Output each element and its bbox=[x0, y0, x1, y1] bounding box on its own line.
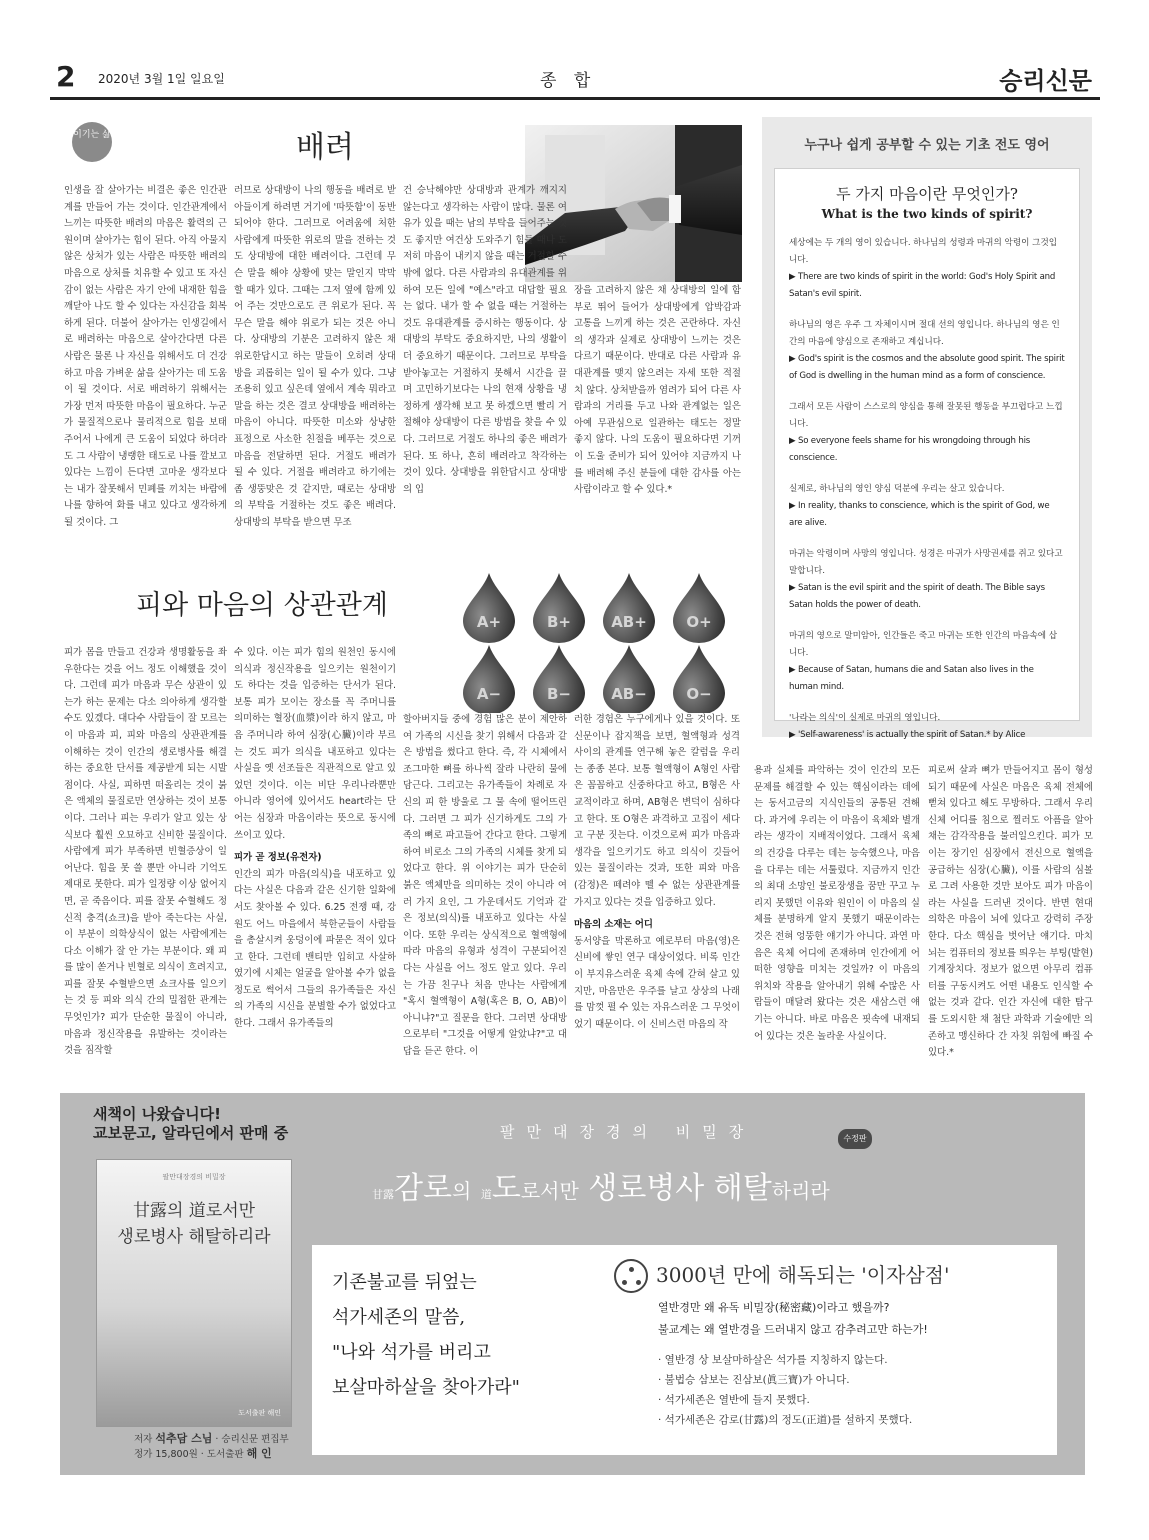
blood-type-label: A+ bbox=[476, 613, 502, 631]
subhead-mind-location: 마음의 소재는 어디 bbox=[574, 919, 653, 931]
article2-col-1: 피가 몸을 만들고 건강과 생명활동을 좌우한다는 것을 어느 정도 이해했을 것이다. 그런데 피가 마음과 무슨 상관이 있는가 하는 문제는 다소 의아하게 생각할 수도 있겠다. 대다수 사람들이 잘 모르는 이 마음과 피, 피와 마음의 상관관계를 이해하는 것이 인간의 생로병사를 해결하는 중요한 단서를 제공받게 되는 시발점이다. 사실, 피하면 떠올리는 것이 붉은 액체의 물질로만 연상하는 것이 보통이다. 그러나 피는 우리가 알고 있는 상식보다 훨씬 오묘하고 신비한 물질이다. 사람에게 피가 부족하면 빈혈증상이 일어난다. 힘을 못 쓸 뿐만 아니라 기억도 제대로 못한다. 피가 일정량 이상 없어지면, 곧 죽음이다. 피를 잘못 수혈해도 정신적 충격(쇼크)을 받아 죽는다는 사실, 이 부분이 의학상식이 없는 사람에게는 다소 이해가 잘 안 가는 부분이다. 왜 피를 많이 쏟거나 빈혈로 의식이 흐려지고, 피를 잘못 수혈받으면 쇼크사를 일으키는 것 등 피와 의식 간의 밀접한 관계는 무엇인가? 피가 단순한 물질이 아니라, 마음과 정신작용을 유발하는 것이라는 것을 짐작할 bbox=[64, 647, 227, 1057]
ad-book-title bbox=[372, 1163, 1012, 1215]
list-item: · 열반경 상 보살마하살은 석가를 지칭하지 않는다. bbox=[658, 1354, 888, 1366]
quote-line-2: 석가세존의 말씀, bbox=[332, 1307, 466, 1328]
masthead bbox=[50, 58, 1100, 100]
credit-price: 정가 15,800원 · 도서출판 bbox=[134, 1449, 244, 1460]
lesson-box bbox=[774, 168, 1080, 740]
credit-editor: · 승리신문 편집부 bbox=[215, 1434, 289, 1445]
title-hanja-2: 道 bbox=[480, 1188, 492, 1201]
article2-col-3: 할아버지들 중에 경험 많은 분이 제안하여 가족의 시신을 찾기 위해서 다음과 같은 방법을 썼다고 한다. 즉, 각 시체에서 조그마한 뼈를 하나씩 잘라 나란히 물에 담근다. 그리고는 유가족들이 차례로 자신의 피 한 방울로 그 물 속에 떨어뜨린다. 그러면 그 피가 신기하게도 그의 가족의 뼈로 파고들어 간다고 한다. 그렇게 하여 비로소 그의 가족의 시체를 찾게 되었다고 한다. 위 이야기는 피가 단순히 붉은 액체만을 의미하는 것이 아니라 여러 가지 요인, 그 가운데서도 기억과 같은 정보(의식)를 내포하고 있다는 사실이다. 또한 우리는 상식적으로 혈액형에 따라 마음의 유형과 성격이 구분되어진다는 사실을 어느 정도 알고 있다. 우리는 가끔 친구나 처음 만나는 사람에게 "혹시 혈액형이 A형(혹은 B, O, AB)이 아니냐?"고 질문을 한다. 그러면 상대방으로부터 "그것을 어떻게 알았냐?"고 대답을 듣곤 한다. 이 bbox=[403, 714, 567, 1057]
lesson-pair bbox=[789, 481, 1065, 532]
ad-series-line: 팔만대장경의 비밀장 bbox=[500, 1123, 756, 1141]
lesson-title-ko: 두 가지 마음이란 무엇인가? bbox=[836, 185, 1018, 203]
blood-drop-icon bbox=[463, 645, 515, 713]
lesson-pair bbox=[789, 235, 1065, 303]
ad-quote bbox=[332, 1265, 520, 1405]
ad-question-1: 열반경만 왜 유독 비밀장(秘密藏)이라고 했을까? bbox=[658, 1301, 890, 1314]
page-number: 2 bbox=[56, 60, 76, 93]
article2-col-4-a: 러한 경험은 누구에게나 있을 것이다. 또 신문이나 잡지책을 보면, 혈액형과 성격 사이의 관계를 연구해 놓은 칼럼을 우리는 종종 본다. 보통 혈액형이 A형인 사람은 꼼꼼하고 신중하다고 하고, B형은 사교적이라고 하며, AB형은 변덕이 심하다고 한다. 또 O형은 과격하고 고집이 세다고 구분 짓는다. 이것으로써 피가 마음과 생각을 일으키기도 하고 의식이 깃들어 있는 물질이라는 것과, 또한 피와 마음(감정)은 떼려야 뗄 수 없는 상관관계를 가지고 있다는 것을 입증하고 있다. bbox=[574, 714, 740, 908]
credit-author: 석추담 스님 bbox=[155, 1432, 213, 1445]
ad-claims-list bbox=[658, 1350, 912, 1430]
subhead-blood-info: 피가 곧 정보(유전자) bbox=[234, 852, 322, 864]
blood-drop-icon bbox=[673, 573, 725, 643]
lesson-pair bbox=[789, 710, 1065, 744]
article1-col-2: 러므로 상대방이 나의 행동을 배려로 받아들이게 하려면 거기에 '따뜻함'이 동반되어야 한다. 그러므로 어려움에 처한 사람에게 따뜻한 위로의 말을 전하는 것도 상대방에 대한 배려이다. 그런데 무슨 말을 해야 상황에 맞는 말인지 막막할 때가 있다. 그때는 그저 옆에 함께 있어 주는 것만으로도 큰 위로가 된다. 꼭 무슨 말을 해야 위로가 되는 것은 아니다. 상대방의 기분은 고려하지 않은 채 위로한답시고 하는 말들이 오히려 상대방을 괴롭히는 일이 될 수가 있다. 그냥 조용히 있고 싶은데 옆에서 계속 뭐라고 말을 하는 것은 결코 상대방을 배려하는 마음이 아니다. 따뜻한 미소와 상냥한 표정으로 사소한 친절을 베푸는 것으로 마음을 전달하면 된다. 거절도 배려가 될 수 있다. 거절을 배려라고 하기에는 좀 생뚱맞은 것 같지만, 때로는 상대방의 부탁을 거절하는 것도 좋은 배려다. 상대방의 부탁을 받으면 무조 bbox=[234, 185, 396, 528]
credit-publisher: 해 인 bbox=[246, 1447, 272, 1460]
lesson-pair bbox=[789, 317, 1065, 385]
book-cover bbox=[96, 1159, 292, 1427]
lesson-en: ▶ Satan is the evil spirit and the spirit of death. The Bible says Satan holds the power of death. bbox=[789, 583, 1045, 610]
book-cover-title-1: 甘露의 道로서만 bbox=[132, 1201, 256, 1221]
lesson-en: ▶ Because of Satan, humans die and Satan also lives in the human mind. bbox=[789, 665, 1034, 692]
blood-type-label: A− bbox=[476, 685, 502, 703]
article2-col-2 bbox=[234, 645, 396, 1075]
lesson-pair bbox=[789, 399, 1065, 467]
list-item: · 석가세존은 열반에 들지 못했다. bbox=[658, 1394, 810, 1406]
article2-title: 피와 마음의 상관관계 bbox=[136, 590, 388, 621]
blood-type-drops bbox=[454, 567, 736, 713]
blood-type-label: B+ bbox=[546, 613, 572, 631]
title-part-6: 하리라 bbox=[771, 1179, 830, 1203]
blood-drop-icon bbox=[533, 573, 585, 643]
lesson-en: ▶ In reality, thanks to conscience, which is the spirit of God, we are alive. bbox=[789, 501, 1050, 528]
lesson-ko: 마귀는 악령이며 사망의 영입니다. 성경은 마귀가 사망권세를 쥐고 있다고 말합니다. bbox=[789, 549, 1063, 576]
blood-type-label: AB+ bbox=[611, 613, 647, 631]
credit-author-label: 저자 bbox=[134, 1434, 153, 1445]
title-part-2: 의 bbox=[451, 1179, 472, 1203]
article1-col-3: 건 승낙해야만 상대방과 관계가 깨지지 않는다고 생각하는 사람이 많다. 물론 여유가 있을 때는 남의 부탁을 들어주는 것도 좋지만 여건상 도와주기 힘들 때나 도저히 마음이 내키지 않을 때는 거절할 수밖에 없다. 다른 사람과의 유대관계를 위하여 모든 일에 "예스"라고 대답할 필요는 없다. 내가 할 수 없을 때는 거절하는 것도 유대관계를 증시하는 행동이다. 상대방의 부탁도 중요하지만, 나의 생활이 더 중요하기 때문이다. 그러므로 부탁을 받아놓고는 거절하지 못해서 시간을 끌며 고민하기보다는 나의 현재 상황을 냉정하게 생각해 보고 못 하겠으면 빨리 거절해야 상대방이 다른 방법을 찾을 수 있다. 그러므로 거절도 하나의 좋은 배려가 된다. 또 하나, 흔히 배려라고 착각하는 것이 있다. 상대방을 위한답시고 상대방의 입 bbox=[403, 185, 567, 495]
ad-heading-line-1: 새책이 나왔습니다! bbox=[93, 1105, 221, 1123]
lesson-ko: 마귀의 영으로 말미암아, 인간들은 죽고 마귀는 또한 인간의 마음속에 삽니다. bbox=[789, 631, 1058, 658]
column-badge: 이기는 삶 bbox=[72, 122, 112, 162]
lesson-title-en: What is the two kinds of spirit? bbox=[821, 207, 1033, 221]
lesson-en: ▶ 'Self-awareness' is actually the spirit of Satan.* by Alice bbox=[789, 730, 1026, 740]
ad-question-2: 불교계는 왜 열반경을 드러내지 않고 감추려고만 하는가! bbox=[658, 1323, 928, 1336]
blood-type-label: O+ bbox=[686, 613, 712, 631]
lesson-pair bbox=[789, 546, 1065, 614]
lesson-ko: 실제로, 하나님의 영인 양심 덕분에 우리는 살고 있습니다. bbox=[789, 484, 1005, 494]
lesson-ko: 하나님의 영은 우주 그 자체이시며 절대 선의 영입니다. 하나님의 영은 인간의 마음에 양심으로 존재하고 계십니다. bbox=[789, 320, 1060, 347]
article-title: 배려 bbox=[296, 130, 354, 165]
list-item: · 불법승 삼보는 진삼보(眞三寶)가 아니다. bbox=[658, 1374, 850, 1386]
lesson-pair bbox=[789, 628, 1065, 696]
section-name: 종 합 bbox=[540, 71, 597, 91]
title-part-3: 도 bbox=[491, 1171, 521, 1206]
quote-line-4: 보살마하살을 찾아가라" bbox=[332, 1377, 520, 1398]
article2-col-2-b: 인간의 피가 마음(의식)을 내포하고 있다는 사실은 다음과 같은 신기한 일화에서도 찾아볼 수 있다. 6.25 전쟁 때, 강원도 어느 마을에서 북한군들이 사람들을 총살시켜 웅덩이에 파묻은 적이 있다고 한다. 그런데 밴티만 입히고 사살하였기에 시체는 얼굴을 알아볼 수가 없을 정도로 썩어서 그들의 유가족들은 자신의 가족의 시신을 분별할 수가 없었다고 한다. 그래서 유가족들의 bbox=[234, 868, 396, 1030]
article2-col-5: 용과 실체를 파악하는 것이 인간의 모든 문제를 해결할 수 있는 핵심이라는 데에는 동서고금의 지식인들의 공통된 견해다. 과거에 우리는 이 마음이 육체와 별개라는 생각이 지배적이었다. 그래서 육체의 건강을 다루는 데는 능숙했으나, 마음을 다루는 데는 서툴렀다. 지금까지 인간의 최대 소망인 불로장생을 꿈만 꾸고 누리지 못했던 이유와 원인이 이 마음의 실체를 분명하게 알지 못했기 때문이라는 것은 전혀 엉뚱한 얘기가 아니다. 과연 마음은 육체 어디에 존재하며 인간에게 어떠한 영향을 미치는 것일까? 이 마음의 위치와 작용을 알아내기 위해 수많은 사람들이 매달려 왔다는 것은 새삼스런 얘기는 아니다. 바로 마음은 핏속에 내재되어 있다는 것은 놀라운 사실이다. bbox=[754, 765, 920, 1042]
lesson-ko: 세상에는 두 개의 영이 있습니다. 하나님의 성령과 마귀의 악령이 그것입니다. bbox=[789, 238, 1058, 265]
article1-col-1: 인생을 잘 살아가는 비결은 좋은 인간관계를 만들어 가는 것이다. 인간관계에서 느끼는 따뜻한 배려의 마음은 활력의 근원이며 살아가는 힘이 된다. 아직 아물지 않은 상처가 있는 사람은 따뜻한 배려의 마음으로 상처를 치유할 수 있고 또 자신감이 없는 사람은 자기 안에 내재한 힘을 깨닫아 나도 할 수 있다는 자신감을 회복하게 된다. 더불어 살아가는 인생길에서로 배려하는 마음으로 살아간다면 다른 사람은 물론 나 자신을 위해서도 더 건강하고 마음 가벼운 삶을 살아가는 데 도움이 될 것이다. 서로 배려하기 위해서는 가장 먼저 따뜻한 마음이 필요하다. 누군가 물질적으로나 물리적으로 힘을 보태주어서 나에게 큰 도움이 되었다 하더라도 그 사람이 냉랭한 태도로 나를 깔보고 있다는 느낌이 든다면 고마운 생각보다는 내가 잘못해서 민폐를 끼치는 바람에 나를 향하여 화를 내고 있다고 생각하게 될 것이다. 그 bbox=[64, 185, 227, 528]
article2-col-6: 피로써 살과 뼈가 만들어지고 몸이 형성되기 때문에 사실은 마음은 육체 전체에 뻗쳐 있다고 해도 무방하다. 그래서 우리 신체 어디를 침으로 찔러도 아픔을 알아채는 감각작용을 불러일으킨다. 피가 모이는 장기인 심장에서 전신으로 혈액을 공급하는 심장(心臟), 이를 사람의 심볼로 그려 사용한 것만 보아도 피가 마음이라는 사실을 드러낸 것이다. 반면 현대 의학은 마음이 뇌에 있다고 강력히 주장한다. 다소 핵심을 벗어난 얘기다. 마치 뇌는 컴퓨터의 정보를 띄우는 부팅(발현)기계장치다. 정보가 없으면 아무리 컴퓨터를 구동시켜도 어떤 내용도 인식할 수 없는 것과 같다. 인간 자신에 대한 탐구를 도외시한 채 첨단 과학과 기술에만 의존하고 맹신하다 간 자칫 위험에 빠질 수 있다.* bbox=[928, 765, 1093, 1059]
blood-type-label: B− bbox=[546, 685, 572, 703]
book-cover-publisher: 도서출판 해인 bbox=[238, 1409, 281, 1417]
blood-drop-icon bbox=[533, 645, 585, 713]
quote-line-3: "나와 석가를 버리고 bbox=[332, 1342, 491, 1363]
blood-drop-icon bbox=[603, 645, 655, 713]
lesson-en: ▶ There are two kinds of spirit in the world: God's Holy Spirit and Satan's evil spirit. bbox=[789, 272, 1056, 299]
sidebar-heading: 누구나 쉽게 공부할 수 있는 기초 전도 영어 bbox=[804, 138, 1050, 153]
list-item: · 석가세존은 감로(甘露)의 정도(正道)를 설하지 못했다. bbox=[658, 1414, 913, 1426]
article2-col-2-a: 수 있다. 이는 피가 힘의 원천인 동시에 의식과 정신작용을 일으키는 원천이기도 하다는 것을 입증하는 단서가 된다. 보통 피가 모이는 장소를 꼭 주머니를 의미하는 혈장(血漿)이라 하지 않고, 마음 주머니라 하여 심장(心臟)이라 부르는 것도 피가 의식을 내포하고 있다는 사실을 옛 선조들은 직관적으로 알고 있었던 것이다. 이는 비단 우리나라뿐만 아니라 영어에 있어서도 heart라는 단어는 심장과 마음이라는 뜻으로 동시에 쓰이고 있다. bbox=[234, 647, 396, 841]
english-lesson-sidebar bbox=[762, 117, 1092, 740]
title-hanja-1: 甘露 bbox=[372, 1188, 394, 1201]
ad-headline: 3000년 만에 해독되는 '이자삼점' bbox=[656, 1263, 950, 1287]
article1-col-4: 장을 고려하지 않은 채 상대방의 일에 함부로 뛰어 들어가 상대방에게 압박감과 고통을 느끼게 하는 것은 곤란하다. 자신의 생각과 실제로 상대방이 느끼는 것은 다르기 때문이다. 반대로 다른 사람과 유대관계를 맺지 않으려는 자세 또한 적절치 않다. 상처받을까 염려가 되어 다른 사람과의 거리를 두고 나와 관계없는 일은 아예 무관심으로 일관하는 태도는 정말 좋지 않다. 나의 도움이 필요하다면 기꺼이 도울 준비가 되어 있어야 지금까지 나를 배려해 주신 분들에 대한 감사를 아는 사람이라고 할 수 있다.* bbox=[574, 285, 741, 496]
revised-edition-tag: 수정판 bbox=[838, 1129, 872, 1149]
blood-drop-icon bbox=[603, 573, 655, 643]
three-dots-icon bbox=[614, 1259, 648, 1293]
quote-line-1: 기존불교를 뒤엎는 bbox=[332, 1272, 477, 1293]
blood-type-label: O− bbox=[686, 685, 712, 703]
lesson-ko: '나라는 의식'이 실제로 마귀의 영입니다. bbox=[789, 713, 941, 723]
book-advertisement bbox=[60, 1093, 1085, 1475]
lesson-ko: 그래서 모든 사람이 스스로의 양심을 통해 잘못된 행동을 부끄럽다고 느낍니다. bbox=[789, 402, 1063, 429]
paper-name: 승리신문 bbox=[999, 67, 1092, 95]
title-part-5: 생로병사 해탈 bbox=[588, 1171, 772, 1206]
article2-col-4-b: 동서양을 막론하고 예로부터 마음(영)은 신비에 쌓인 연구 대상이었다. 비록 인간이 부지유스러운 육체 속에 갇혀 살고 있지만, 마음만은 우주를 날고 상상의 나래를 맘껏 펼 수 있는 자유스러운 그 무엇이었기 때문이다. 이 신비스런 마음의 작 bbox=[574, 935, 740, 1030]
blood-drop-icon bbox=[673, 645, 725, 713]
blood-drop-icon bbox=[463, 573, 515, 643]
ad-content-panel bbox=[312, 1245, 1057, 1455]
ad-credit bbox=[134, 1432, 289, 1462]
title-part-4: 로서만 bbox=[520, 1179, 579, 1203]
book-cover-series: 팔만대장경의 비밀장 bbox=[162, 1173, 226, 1181]
blood-type-label: AB− bbox=[611, 685, 647, 703]
ad-new-book-heading bbox=[93, 1105, 288, 1143]
article2-col-4 bbox=[574, 712, 740, 1075]
ad-heading-line-2: 교보문고, 알라딘에서 판매 중 bbox=[93, 1124, 289, 1142]
issue-date: 2020년 3월 1일 일요일 bbox=[98, 72, 225, 86]
title-part-1: 감로 bbox=[394, 1171, 452, 1206]
lesson-en: ▶ So everyone feels shame for his wrongdoing through his conscience. bbox=[789, 436, 1031, 463]
book-cover-title-2: 생로병사 해탈하리라 bbox=[117, 1227, 271, 1247]
lesson-en: ▶ God's spirit is the cosmos and the absolute good spirit. The spirit of God is dwelling in the human mind as a form of conscience. bbox=[789, 354, 1065, 381]
